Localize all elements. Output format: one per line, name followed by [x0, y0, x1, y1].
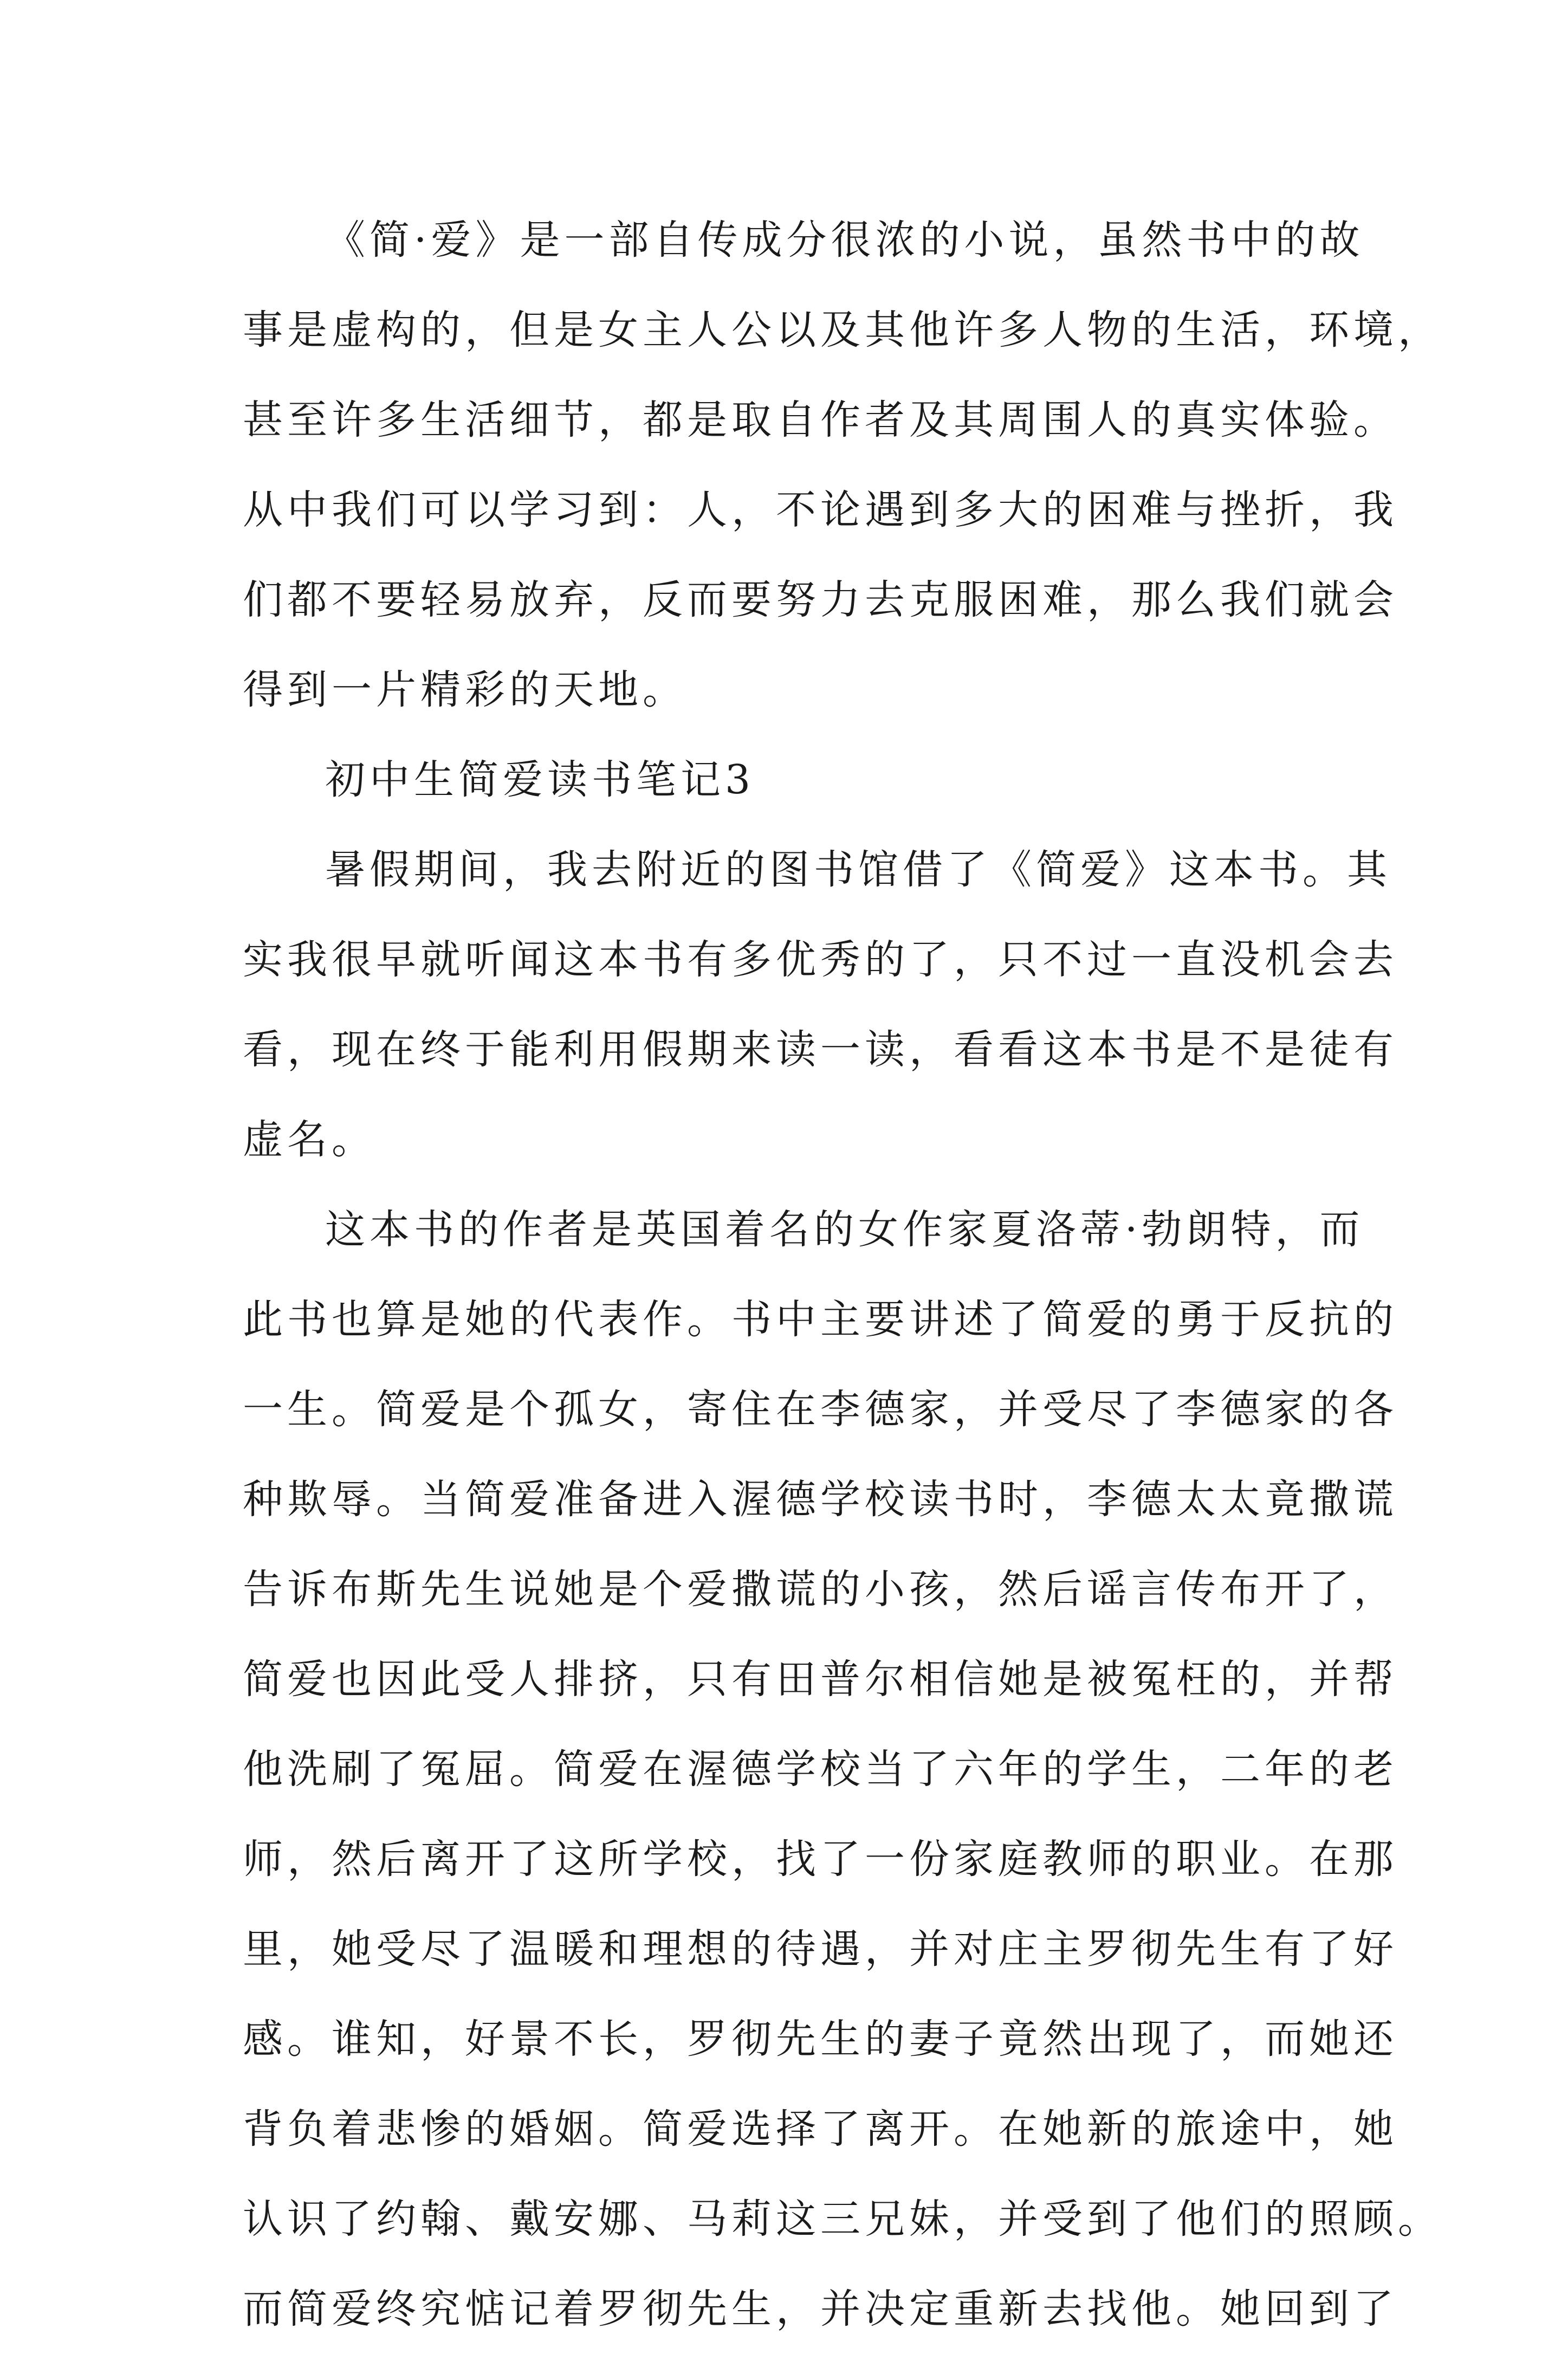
document-body [243, 195, 1442, 2354]
paragraph-1 [243, 195, 1442, 735]
text-line: 他洗刷了冤屈。简爱在渥德学校当了六年的学生，二年的老 [243, 1746, 1398, 1793]
text-line: 此书也算是她的代表作。书中主要讲述了简爱的勇于反抗的 [243, 1296, 1398, 1343]
section-heading: 初中生简爱读书笔记3 [325, 756, 755, 803]
text-line: 告诉布斯先生说她是个爱撒谎的小孩，然后谣言传布开了， [243, 1566, 1398, 1613]
text-line: 得到一片精彩的天地。 [243, 667, 687, 713]
text-line: 《简·爱》是一部自传成分很浓的小说，虽然书中的故 [325, 217, 1364, 263]
text-line: 们都不要轻易放弃，反而要努力去克服困难，那么我们就会 [243, 577, 1398, 623]
text-line: 甚至许多生活细节，都是取自作者及其周围人的真实体验。 [243, 397, 1398, 443]
text-line: 里，她受尽了温暖和理想的待遇，并对庄主罗彻先生有了好 [243, 1926, 1398, 1973]
text-line: 从中我们可以学习到：人，不论遇到多大的困难与挫折，我 [243, 487, 1398, 533]
text-line: 师，然后离开了这所学校，找了一份家庭教师的职业。在那 [243, 1836, 1398, 1883]
text-line: 实我很早就听闻这本书有多优秀的了，只不过一直没机会去 [243, 936, 1398, 983]
text-line: 背负着悲惨的婚姻。简爱选择了离开。在她新的旅途中，她 [243, 2106, 1398, 2152]
paragraph-3 [243, 1185, 1442, 2354]
text-line: 而简爱终究惦记着罗彻先生，并决定重新去找他。她回到了 [243, 2286, 1398, 2332]
text-line: 暑假期间，我去附近的图书馆借了《简爱》这本书。其 [325, 846, 1391, 893]
text-line: 感。谁知，好景不长，罗彻先生的妻子竟然出现了，而她还 [243, 2016, 1398, 2062]
text-line: 事是虚构的，但是女主人公以及其他许多人物的生活，环境， [243, 307, 1442, 353]
paragraph-2 [243, 825, 1398, 1185]
text-line: 虚名。 [243, 1116, 376, 1163]
text-line: 简爱也因此受人排挤，只有田普尔相信她是被冤枉的，并帮 [243, 1656, 1398, 1703]
text-line: 看，现在终于能利用假期来读一读，看看这本书是不是徒有 [243, 1026, 1398, 1073]
text-line: 一生。简爱是个孤女，寄住在李德家，并受尽了李德家的各 [243, 1386, 1398, 1433]
text-line: 认识了约翰、戴安娜、马莉这三兄妹，并受到了他们的照顾。 [243, 2196, 1442, 2242]
text-line: 种欺辱。当简爱准备进入渥德学校读书时，李德太太竟撒谎 [243, 1476, 1398, 1523]
text-line: 这本书的作者是英国着名的女作家夏洛蒂·勃朗特，而 [325, 1206, 1364, 1253]
